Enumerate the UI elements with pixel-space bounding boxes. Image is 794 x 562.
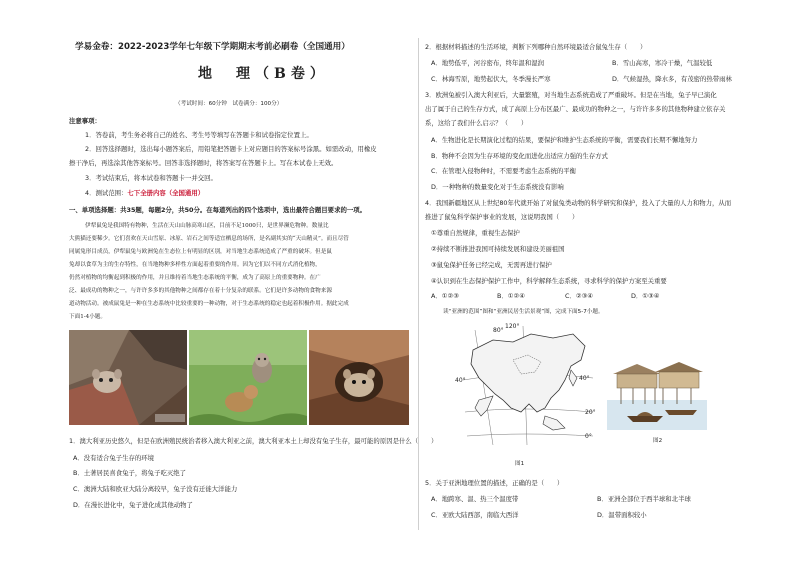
figure-1-caption: 图1	[515, 461, 525, 467]
passage-line: 兔却以食草为主的生存特性，在当地物种多样性方面起着重要的作用。因为它们以不同方式消化植物，	[69, 262, 321, 268]
passage-line: 大熊猫还要稀少。它们喜欢在天山雪原、冰原、岩石之间等适宜栖息的场所，是名副其实的“天山精灵”。而且尽管	[69, 236, 349, 242]
q5-option-c: C．亚欧大陆西部，南临大西洋	[431, 511, 519, 519]
q5-option-a: A．地跨寒、温、热三个温度带	[431, 495, 519, 503]
exam-title: 学易金卷：2022-2023学年七年级下学期期末考前必刷卷（全国通用）	[75, 42, 350, 52]
figure-2-caption: 图2	[653, 438, 663, 444]
notes-heading: 注意事项：	[69, 117, 101, 125]
note-item: 2．回答选择题时，选出每小题答案后，用铅笔把答题卡上对应题目的答案标号涂黑。如需改动，用橡皮	[85, 145, 377, 153]
q4-item: ③鼠兔保护任务已经完成，无需再进行保护	[431, 261, 552, 269]
map-intro: 读“亚洲的范围”图和“亚洲民居生活景观”图，完成下面5-7小题。	[443, 309, 604, 315]
lat-label: 20°	[585, 409, 596, 416]
question-2-stem: 2．根据材料描述的生活环境，判断下列哪种自然环境最适合鼠兔生存（ ）	[425, 43, 647, 51]
lat-label: 40°	[455, 377, 466, 384]
scope-label: 4．测试范围：	[85, 189, 128, 197]
q3-option-d: D．一种物种的数量变化对于生态系统没有影响	[431, 183, 564, 191]
q4-item: ④认识到在生态保护保护工作中，科学解释生态系统，寻求科学的保护方案至关重要	[431, 277, 667, 285]
question-1-stem: 1．澳大利亚历史悠久，但是在欧洲殖民统治者移入澳大利亚之前，澳大利亚本土上却没有兔子生存，最可能的原因是什么（ ）	[69, 437, 438, 445]
pika-photo-grass	[189, 330, 307, 425]
passage-line: 同属兔形目成员，伊犁鼠兔与欧洲兔在生态位上有明显的区别，对当地生态系统造成了严重的破坏。但是鼠	[69, 249, 332, 255]
q1-option-d: D．在漫长进化中，兔子进化成其他动物了	[73, 501, 193, 509]
scope-value: 七下全册内容（全国通用）	[127, 189, 205, 197]
question-3-stem: 3．欧洲兔被引入澳大利亚后，大量繁殖，对当地生态系统造成了严重破坏。但是在当地，兔子早已演化	[425, 91, 717, 99]
q2-option-c: C．林海雪原，地势起伏大，冬季漫长严寒	[431, 75, 551, 83]
subject-title: 地 理（B卷）	[198, 66, 329, 82]
q5-option-d: D．温带面积较小	[597, 511, 647, 519]
lon-label: 80°	[493, 327, 504, 334]
question-3-stem: 系，这给了我们什么启示？（ ）	[425, 119, 528, 127]
q4-option-d: D．①③④	[631, 292, 660, 300]
passage-line: 仍然对植物的均衡起到积极的作用，并且维持着当地生态系统的平衡，成为了高原上的重要物种。在广	[69, 275, 321, 281]
section-heading: 一、单项选择题：共35题，每题2分，共50分。在每道列出的四个选项中，选出最符合题目要求的一项。	[69, 206, 367, 214]
pika-photo-rock	[69, 330, 187, 425]
note-item: 3．考试结束后，将本试卷和答题卡一并交回。	[85, 174, 217, 182]
question-5-stem: 5．关于亚洲地理位置的描述，正确的是（ ）	[425, 479, 564, 487]
q4-option-a: A．①②③	[431, 292, 459, 300]
passage-line: 泛、最成功的物种之一，与许许多多的其他物种之间都存在着十分复杂的联系。它们是许多动物的食物来源	[69, 288, 332, 294]
passage-line: 下面1-4小题。	[69, 314, 106, 320]
question-4-stem: 4．我国新疆地区从上世纪80年代就开始了对鼠兔类动物的科学研究和保护，投入了大量的人力和物力，从而	[425, 199, 732, 207]
q1-option-a: A．没有适合兔子生存的环境	[73, 454, 155, 462]
q2-option-a: A．地势低平，河谷密布，终年温和湿润	[431, 59, 545, 67]
q3-option-b: B．物种不会因为生存环境的变化而进化出适应力强的生存方式	[431, 152, 608, 160]
pika-photo-burrow	[309, 330, 409, 425]
q4-item: ②持续不断推进我国可持续发展和建设美丽祖国	[431, 245, 565, 253]
q2-option-b: B．雪山高寒，寒冷干燥，气温较低	[612, 59, 713, 67]
q4-option-c: C．②③④	[565, 292, 594, 300]
stilt-house-figure	[607, 352, 707, 430]
q1-option-b: B．土著居民喜食兔子，将兔子吃灭绝了	[73, 469, 187, 477]
asia-map-figure	[453, 320, 603, 450]
lon-label: 120°	[505, 323, 520, 330]
note-item: 1．答卷前，考生务必将自己的姓名、考生号等填写在答题卡和试卷指定位置上。	[85, 131, 313, 139]
column-divider	[418, 38, 419, 530]
lat-label: 40°	[579, 375, 590, 382]
question-4-stem: 推进了鼠兔科学保护事业的发展，这说明我国（ ）	[425, 213, 579, 221]
q1-option-c: C．澳洲大陆和欧亚大陆分离较早，兔子没有迁徙大洋能力	[73, 485, 238, 493]
exam-info: （考试时间：60分钟 试卷满分：100分）	[175, 101, 283, 107]
passage-line: 伊犁鼠兔是我国特有物种，生活在天山山脉高寒山区，目前不足1000只，是世界濒危物种。数量比	[85, 223, 329, 229]
q5-option-b: B．亚洲全部位于西半球和北半球	[597, 495, 691, 503]
q4-option-b: B．①②④	[497, 292, 525, 300]
q2-option-d: D．气候湿热，降水多，有茂密的热带雨林	[612, 75, 732, 83]
passage-line: 道动物活动。被成鼠兔是一种在生态系统中比较重要的一种动物，对于生态系统的稳定也起着积极作用。据此完成	[69, 301, 349, 307]
q4-item: ①尊重自然规律，重视生态保护	[431, 229, 520, 237]
q3-option-c: C．在管理入侵物种时，不需要考虑生态系统的平衡	[431, 167, 577, 175]
lat-label: 0°	[585, 433, 592, 440]
question-3-stem: 出了属于自己的生存方式，成了高原上分布区最广、最成功的物种之一，与许许多多的其他物种建立依存关	[425, 105, 726, 113]
note-item	[85, 189, 204, 197]
q3-option-a: A．生物进化是长期演化过程的结果，要保护和维护生态系统的平衡，需要我们长期不懈地努力	[431, 136, 698, 144]
note-item: 擦干净后，再选涂其他答案标号。回答非选择题时，将答案写在答题卡上。写在本试卷上无效。	[69, 159, 338, 167]
